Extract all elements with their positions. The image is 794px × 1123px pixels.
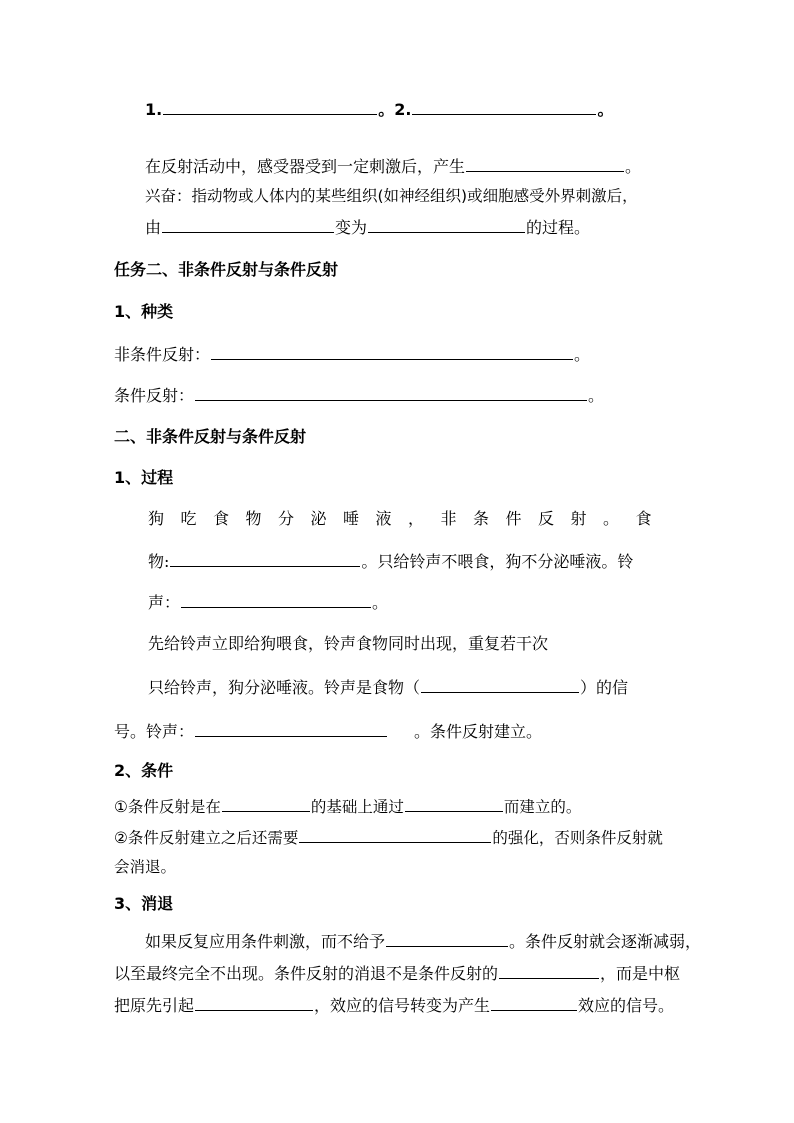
blank-4[interactable] xyxy=(162,216,334,233)
text-line xyxy=(148,508,668,530)
blank-2[interactable] xyxy=(412,98,596,115)
text-line xyxy=(148,550,633,573)
text: 。只给铃声不喂食，狗不分泌唾液。铃 xyxy=(361,552,634,571)
blank-12[interactable] xyxy=(222,795,310,812)
text: 的过程。 xyxy=(526,218,591,237)
blank-15[interactable] xyxy=(386,930,508,947)
blank-13[interactable] xyxy=(405,795,503,812)
punct: 。 xyxy=(574,345,591,364)
text-line xyxy=(145,185,638,207)
punct: 。 xyxy=(372,593,389,612)
text: 的基础上通过 xyxy=(310,798,404,816)
text: 只给铃声，狗分泌唾液。铃声是食物（ xyxy=(148,678,421,697)
text-line xyxy=(145,930,701,953)
blank-11[interactable] xyxy=(195,720,387,737)
text-line xyxy=(114,795,581,818)
blank-8[interactable] xyxy=(170,550,360,567)
blank-18[interactable] xyxy=(491,994,577,1011)
blank-1[interactable] xyxy=(163,98,377,115)
item-number-2: 2. xyxy=(394,100,412,119)
subsection-heading xyxy=(114,301,173,323)
text: 。条件反射就会逐渐减弱， xyxy=(509,932,702,951)
blank-16[interactable] xyxy=(499,962,599,979)
heading-text: 1、种类 xyxy=(114,302,174,321)
punct: 。 xyxy=(588,386,605,405)
text-line xyxy=(114,384,604,407)
heading-text: 2、条件 xyxy=(114,761,174,780)
item-number-1: 1. xyxy=(145,100,163,119)
blank-10[interactable] xyxy=(421,676,579,693)
text: 以至最终完全不出现。条件反射的消退不是条件反射的 xyxy=(114,964,499,983)
text-line xyxy=(114,962,680,985)
text: ①条件反射是在 xyxy=(114,798,221,816)
text: 物: xyxy=(148,552,170,571)
punct: 。 xyxy=(625,157,642,176)
text-line xyxy=(114,994,674,1017)
text: 兴奋：指动物或人体内的某些组织(如神经组织)或细胞感受外界刺激后， xyxy=(145,187,638,205)
text-line xyxy=(148,676,628,699)
heading-text: 任务二、非条件反射与条件反射 xyxy=(114,260,339,279)
text: 而建立的。 xyxy=(503,798,582,816)
blank-6[interactable] xyxy=(211,343,573,360)
text-line xyxy=(148,591,388,614)
text: 声： xyxy=(148,593,181,612)
text: 变为 xyxy=(335,218,368,237)
text: 由 xyxy=(145,218,162,237)
text-line xyxy=(114,343,590,366)
text: 非条件反射： xyxy=(114,345,211,364)
text: 狗吃食物分泌唾液，非条件反射。食 xyxy=(148,509,669,528)
punct: 。 xyxy=(378,100,395,119)
text: 如果反复应用条件刺激，而不给予 xyxy=(145,932,386,951)
text: 效应的信号。 xyxy=(578,996,675,1015)
text: 的强化，否则条件反射就 xyxy=(492,829,663,847)
blank-9[interactable] xyxy=(181,591,371,608)
subsection-heading xyxy=(114,760,173,782)
subsection-heading xyxy=(114,893,173,915)
subsection-heading xyxy=(114,467,173,489)
heading-text: 1、过程 xyxy=(114,468,174,487)
text: 条件反射： xyxy=(114,386,195,405)
heading-text: 3、消退 xyxy=(114,894,174,913)
text: 先给铃声立即给狗喂食，铃声食物同时出现，重复若干次 xyxy=(148,634,549,653)
blank-17[interactable] xyxy=(195,994,313,1011)
text: ，效应的信号转变为产生 xyxy=(314,996,491,1015)
section-heading xyxy=(114,259,338,281)
text-line xyxy=(114,720,542,743)
answer-line-1 xyxy=(145,98,613,121)
blank-14[interactable] xyxy=(299,826,491,843)
text-line xyxy=(114,856,176,878)
text: 号。铃声： xyxy=(114,722,195,741)
blank-3[interactable] xyxy=(466,155,624,172)
text: 会消退。 xyxy=(114,858,177,876)
text: ，而是中枢 xyxy=(600,964,681,983)
blank-5[interactable] xyxy=(368,216,525,233)
text-line xyxy=(148,633,548,655)
text: ②条件反射建立之后还需要 xyxy=(114,829,299,847)
punct: 。 xyxy=(597,100,614,119)
text-line xyxy=(145,216,590,239)
section-heading xyxy=(114,426,306,448)
blank-7[interactable] xyxy=(195,384,587,401)
text: 在反射活动中，感受器受到一定刺激后，产生 xyxy=(145,157,466,176)
text: 。条件反射建立。 xyxy=(414,722,543,741)
text: 把原先引起 xyxy=(114,996,195,1015)
text-line xyxy=(145,155,641,178)
heading-text: 二、非条件反射与条件反射 xyxy=(114,427,307,446)
text-line xyxy=(114,826,663,849)
text: ）的信 xyxy=(580,678,629,697)
